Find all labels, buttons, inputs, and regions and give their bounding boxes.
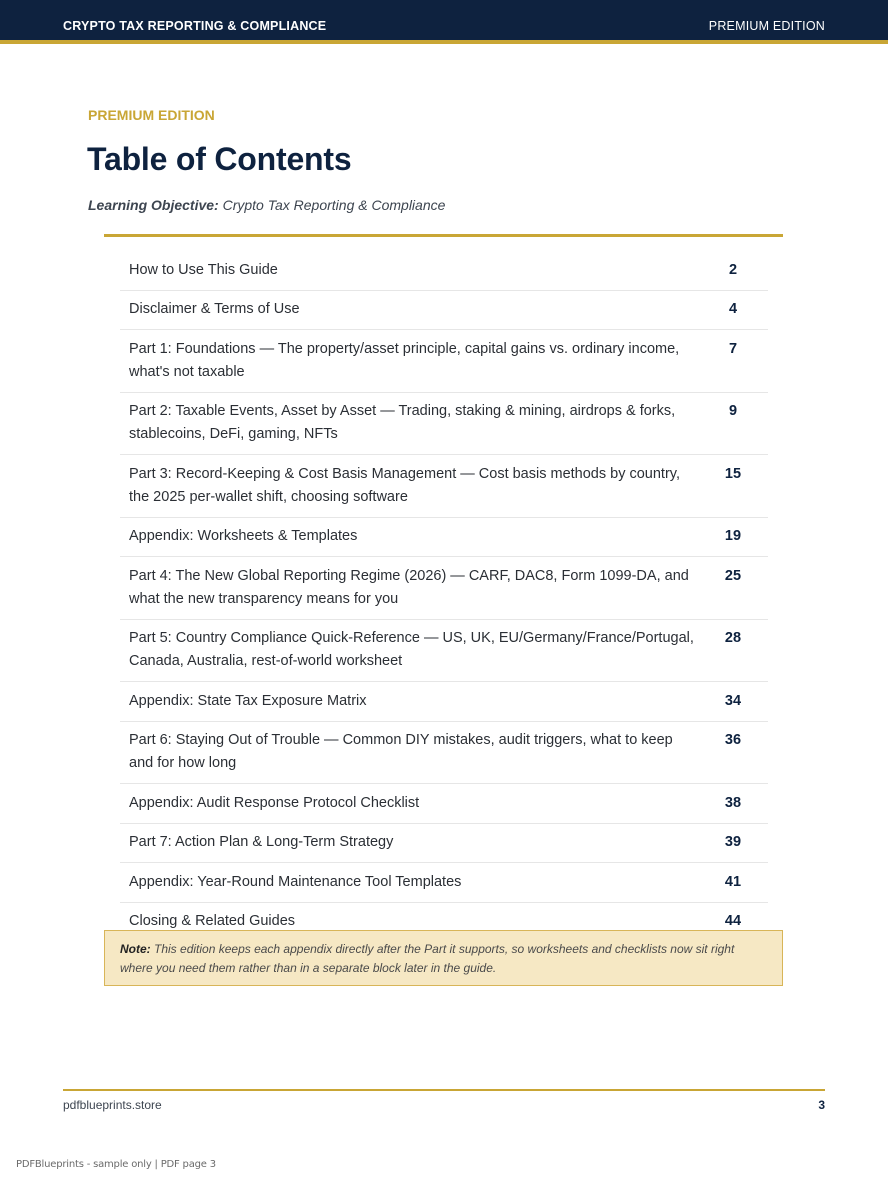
toc-entry-page: 34 — [724, 692, 742, 709]
toc-entry-page: 25 — [724, 567, 742, 584]
footer-page-number: 3 — [818, 1098, 825, 1112]
toc-entry-page: 36 — [724, 732, 742, 748]
toc-entry-page: 9 — [728, 403, 738, 419]
edition-note — [104, 930, 783, 986]
page-title: Table of Contents — [87, 141, 352, 177]
header-edition: PREMIUM EDITION — [708, 19, 825, 33]
toc-entry-label: Part 3: Record-Keeping & Cost Basis Management — Cost basis methods by country, the 2025 per-wallet shift, choosing software — [129, 465, 680, 505]
toc-row[interactable] — [120, 557, 768, 620]
toc-entry-page: 38 — [724, 794, 742, 811]
toc-entry-label: Part 1: Foundations — The property/asset principle, capital gains vs. ordinary income, what's not taxable — [129, 340, 680, 380]
objective-text: Crypto Tax Reporting & Compliance — [222, 197, 446, 213]
toc-entry-page: 2 — [728, 261, 738, 278]
edition-eyebrow: PREMIUM EDITION — [88, 107, 215, 123]
toc-row[interactable] — [120, 682, 768, 722]
toc-entry-label: Part 7: Action Plan & Long-Term Strategy — [129, 834, 394, 850]
toc-row[interactable] — [120, 455, 768, 518]
toc-entry-page: 39 — [724, 834, 742, 850]
toc-entry-page: 7 — [728, 340, 738, 357]
toc-row[interactable] — [120, 863, 768, 903]
toc-entry-label: Appendix: State Tax Exposure Matrix — [129, 692, 367, 709]
toc-row[interactable] — [120, 393, 768, 456]
toc-entry-page: 15 — [724, 465, 742, 482]
toc-row[interactable] — [120, 620, 768, 683]
objective-label: Learning Objective: — [88, 197, 219, 213]
note-text: This edition keeps each appendix directly after the Part it supports, so worksheets and checklists now sit right where you need them rather than in a separate block later in the guide. — [120, 942, 735, 975]
footer-site: pdfblueprints.store — [63, 1098, 162, 1112]
toc-row[interactable] — [120, 291, 768, 331]
header-bar — [0, 0, 888, 44]
toc-entry-label: Appendix: Worksheets & Templates — [129, 528, 358, 544]
toc-entry-label: Part 6: Staying Out of Trouble — Common DIY mistakes, audit triggers, what to keep and for how long — [129, 732, 673, 771]
toc-entry-page: 19 — [724, 528, 742, 544]
toc-entry-page: 4 — [728, 301, 738, 317]
toc-entry-label: Part 2: Taxable Events, Asset by Asset — Trading, staking & mining, airdrops & forks, stablecoins, DeFi, gaming, NFTs — [129, 403, 676, 442]
toc-row[interactable] — [120, 784, 768, 824]
sample-watermark: PDFBlueprints - sample only | PDF page 3 — [16, 1159, 216, 1170]
header-title: CRYPTO TAX REPORTING & COMPLIANCE — [63, 19, 327, 33]
toc-row[interactable] — [120, 722, 768, 785]
toc-entry-page: 28 — [724, 630, 742, 646]
toc-entry-label: Part 4: The New Global Reporting Regime (2026) — CARF, DAC8, Form 1099-DA, and what the new transparency means for you — [129, 567, 689, 607]
table-of-contents — [120, 251, 768, 942]
toc-row[interactable] — [120, 251, 768, 291]
toc-row[interactable] — [120, 824, 768, 864]
note-label: Note: — [120, 942, 151, 956]
toc-entry-label: How to Use This Guide — [129, 261, 278, 278]
toc-entry-label: Appendix: Year-Round Maintenance Tool Templates — [129, 873, 462, 890]
toc-entry-label: Part 5: Country Compliance Quick-Reference — US, UK, EU/Germany/France/Portugal, Canada, Australia, rest-of-world worksheet — [129, 630, 694, 669]
toc-entry-label: Appendix: Audit Response Protocol Checklist — [129, 794, 420, 811]
footer-divider — [63, 1089, 825, 1091]
toc-entry-label: Disclaimer & Terms of Use — [129, 301, 300, 317]
toc-entry-label: Closing & Related Guides — [129, 913, 296, 929]
title-divider — [104, 234, 783, 237]
toc-row[interactable] — [120, 518, 768, 558]
learning-objective — [88, 197, 445, 213]
toc-row[interactable] — [120, 330, 768, 393]
toc-entry-page: 41 — [724, 873, 742, 890]
toc-entry-page: 44 — [724, 913, 742, 929]
